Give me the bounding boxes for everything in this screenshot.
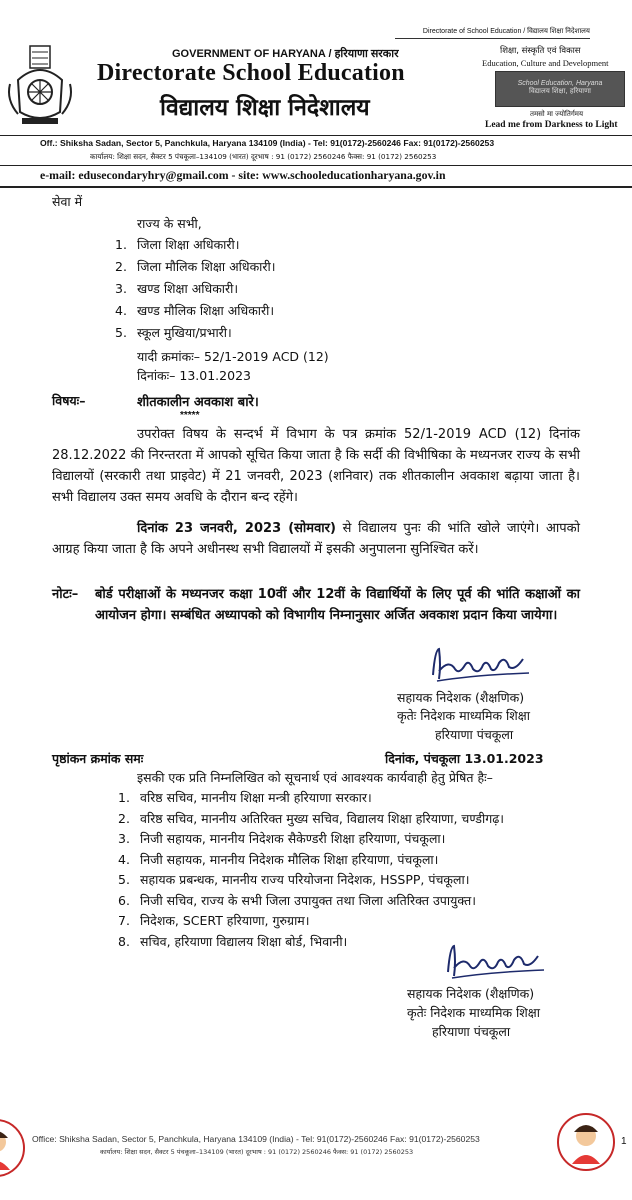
list-item-number: 1. (118, 790, 130, 805)
sig2-place: हरियाणा पंचकूला (432, 1024, 511, 1039)
list-item (115, 324, 232, 341)
list-item (115, 236, 240, 253)
endorsement-intro: इसकी एक प्रति निम्नलिखित को सूचनार्थ एवं आवश्यक कार्यवाही हेतु प्रेषित हैः– (137, 770, 493, 785)
top-note: Directorate of School Education / विद्यालय शिक्षा निदेशालय (422, 28, 590, 35)
list-item (118, 912, 310, 929)
list-item (115, 258, 276, 275)
sig2-for: कृतेः निदेशक माध्यमिक शिक्षा (407, 1005, 540, 1020)
list-item-number: 7. (118, 913, 130, 928)
govt-label: GOVERNMENT OF HARYANA / हरियाणा सरकार (172, 48, 399, 60)
list-item-text: जिला मौलिक शिक्षा अधिकारी। (137, 259, 276, 274)
haryana-emblem-icon (4, 40, 76, 128)
list-item-number: 6. (118, 892, 130, 908)
footer-address-en: Office: Shiksha Sadan, Sector 5, Panchkula, Haryana 134109 (India) - Tel: 91(0172)-2560246 Fax: 91(0172)-2560253 (32, 1134, 480, 1144)
sig1-for: कृतेः निदेशक माध्यमिक शिक्षा (397, 708, 530, 723)
sig1-place: हरियाणा पंचकूला (435, 727, 514, 742)
endorsement-label: पृष्ठांकन क्रमांक समः (52, 751, 144, 766)
memo-number: यादी क्रमांकः– 52/1-2019 ACD (12) (137, 349, 329, 364)
dept-title-en: Directorate School Education (97, 60, 405, 86)
dept-title-hi: विद्यालय शिक्षा निदेशालय (160, 95, 370, 121)
mascot-right-icon (556, 1112, 616, 1172)
address-hi: कार्यालय: शिक्षा सदन, सैक्टर 5 पंचकूला–134109 (भारत) दूरभाष : 91 (0172) 2560246 फैक्स: 91 (0172) 2560253 (90, 152, 437, 161)
list-item-text: खण्ड शिक्षा अधिकारी। (137, 281, 239, 296)
list-item-text: जिला शिक्षा अधिकारी। (137, 237, 240, 252)
body-paragraph-2 (52, 518, 580, 560)
contact-rule (0, 186, 632, 188)
body-paragraph-1: उपरोक्त विषय के सन्दर्भ में विभाग के पत्र क्रमांक 52/1-2019 ACD (12) दिनांक 28.12.2022 की निरन्तरता में आपको सूचित किया जाता है कि सर्दी की विभीषिका के मध्यनजर राज्य के सभी विद्यालयों (सरकारी तथा प्राइवेट) में 21 जनवरी, 2023 (शनिवार) तक शीतकालीन अवकाश बढ़ाया जाता है। सभी विद्यालय उक्त समय अवधि के दौरान बन्द रहेंगे। (52, 427, 580, 505)
list-item-text: स्कूल मुखिया/प्रभारी। (137, 325, 232, 340)
list-item-text: निदेशक, SCERT हरियाणा, गुरुग्राम। (140, 913, 310, 928)
list-item-number: 3. (115, 281, 127, 296)
list-item (115, 280, 238, 297)
list-item-number: 8. (118, 933, 130, 949)
list-item-number: 5. (118, 872, 130, 887)
list-item (118, 871, 469, 888)
badge-line2: विद्यालय शिक्षा, हरियाणा (529, 87, 591, 95)
motto-en: Lead me from Darkness to Light (485, 120, 618, 130)
right-tagline-hi: शिक्षा, संस्कृति एवं विकास (500, 46, 581, 56)
mascot-left-icon (0, 1118, 26, 1178)
sig1-designation: सहायक निदेशक (शैक्षणिक) (397, 690, 525, 705)
header-rule (0, 135, 632, 136)
badge-line1: School Education, Haryana (517, 80, 603, 87)
reopen-date: दिनांक 23 जनवरी, 2023 (सोमवार) (137, 521, 336, 536)
list-item (118, 810, 504, 827)
right-tagline-en: Education, Culture and Development (482, 58, 609, 68)
note-text: बोर्ड परीक्षाओं के मध्यनजर कक्षा 10वीं और 12वीं के विद्यार्थियों के लिए पूर्व की भांति कक्षाओं का आयोजन होगा। सम्बंधित अध्यापको को विभागीय निम्नानुसार अर्जित अवकाश प्रदान किया जायेगा। (95, 587, 580, 623)
list-item (118, 933, 347, 950)
list-item-text: निजी सहायक, माननीय निदेशक सैकेण्डरी शिक्षा हरियाणा, पंचकूला। (140, 831, 446, 846)
list-item-number: 4. (115, 303, 127, 318)
list-item-text: वरिष्ठ सचिव, माननीय अतिरिक्त मुख्य सचिव, विद्यालय शिक्षा हरियाणा, चण्डीगढ़। (140, 810, 505, 826)
subject-text: शीतकालीन अवकाश बारे। (137, 395, 259, 410)
sig2-designation: सहायक निदेशक (शैक्षणिक) (407, 986, 535, 1001)
motto-hi: तमसो मा ज्योतिर्गमय (530, 110, 584, 118)
list-item-number: 2. (115, 259, 127, 274)
list-item (118, 830, 445, 847)
list-item-number: 1. (115, 237, 127, 252)
subject-stars: ***** (180, 410, 200, 421)
note-label: नोटः– (52, 587, 79, 602)
school-education-badge (495, 71, 625, 107)
signature-2-icon (440, 942, 550, 982)
list-item-number: 5. (115, 325, 127, 340)
footer-address-hi: कार्यालय: शिक्षा सदन, सैक्टर 5 पंचकूला–134109 (भारत) दूरभाष : 91 (0172) 2560246 फैक्स: 91 (0172) 2560253 (100, 1148, 414, 1156)
list-item-number: 2. (118, 810, 130, 826)
list-item-text: सहायक प्रबन्धक, माननीय राज्य परियोजना निदेशक, HSSPP, पंचकूला। (140, 872, 470, 887)
list-item (115, 302, 274, 319)
list-item-number: 3. (118, 831, 130, 846)
memo-date: दिनांकः– 13.01.2023 (137, 368, 251, 383)
list-item (118, 789, 372, 806)
address-en: Off.: Shiksha Sadan, Sector 5, Panchkula, Haryana 134109 (India) - Tel: 91(0172)-2560246 Fax: 91(0172)-2560253 (40, 138, 495, 148)
list-item-text: खण्ड मौलिक शिक्षा अधिकारी। (137, 303, 275, 318)
contact-line: e-mail: edusecondaryhry@gmail.com - site: www.schooleducationharyana.gov.in (40, 168, 446, 182)
list-item-text: निजी सहायक, माननीय निदेशक मौलिक शिक्षा हरियाणा, पंचकूला। (140, 851, 439, 867)
body-paragraph-2-rest: से विद्यालय पुनः की भांति खोले जाएंगे। आपको आग्रह किया जाता है कि अपने अधीनस्थ सभी विद्यालयों में इसकी अनुपालना सुनिश्चित करें। (52, 521, 580, 557)
subject-label: विषयः– (52, 393, 86, 408)
seva-me: सेवा में (52, 194, 83, 209)
list-item-text: सचिव, हरियाणा विद्यालय शिक्षा बोर्ड, भिवानी। (140, 933, 348, 949)
list-item-number: 4. (118, 851, 130, 867)
top-note-rule (395, 38, 590, 39)
rajya-ke-sabhi: राज्य के सभी, (137, 216, 202, 231)
list-item (118, 851, 438, 868)
signature-1-icon (425, 645, 535, 685)
page-number: 1 (621, 1136, 627, 1147)
list-item (118, 892, 476, 909)
address-rule (0, 165, 632, 166)
endorsement-date: दिनांक, पंचकूला 13.01.2023 (385, 751, 544, 766)
list-item-text: वरिष्ठ सचिव, माननीय शिक्षा मन्त्री हरियाणा सरकार। (140, 790, 372, 805)
list-item-text: निजी सचिव, राज्य के सभी जिला उपायुक्त तथा जिला अतिरिक्त उपायुक्त। (140, 892, 476, 908)
